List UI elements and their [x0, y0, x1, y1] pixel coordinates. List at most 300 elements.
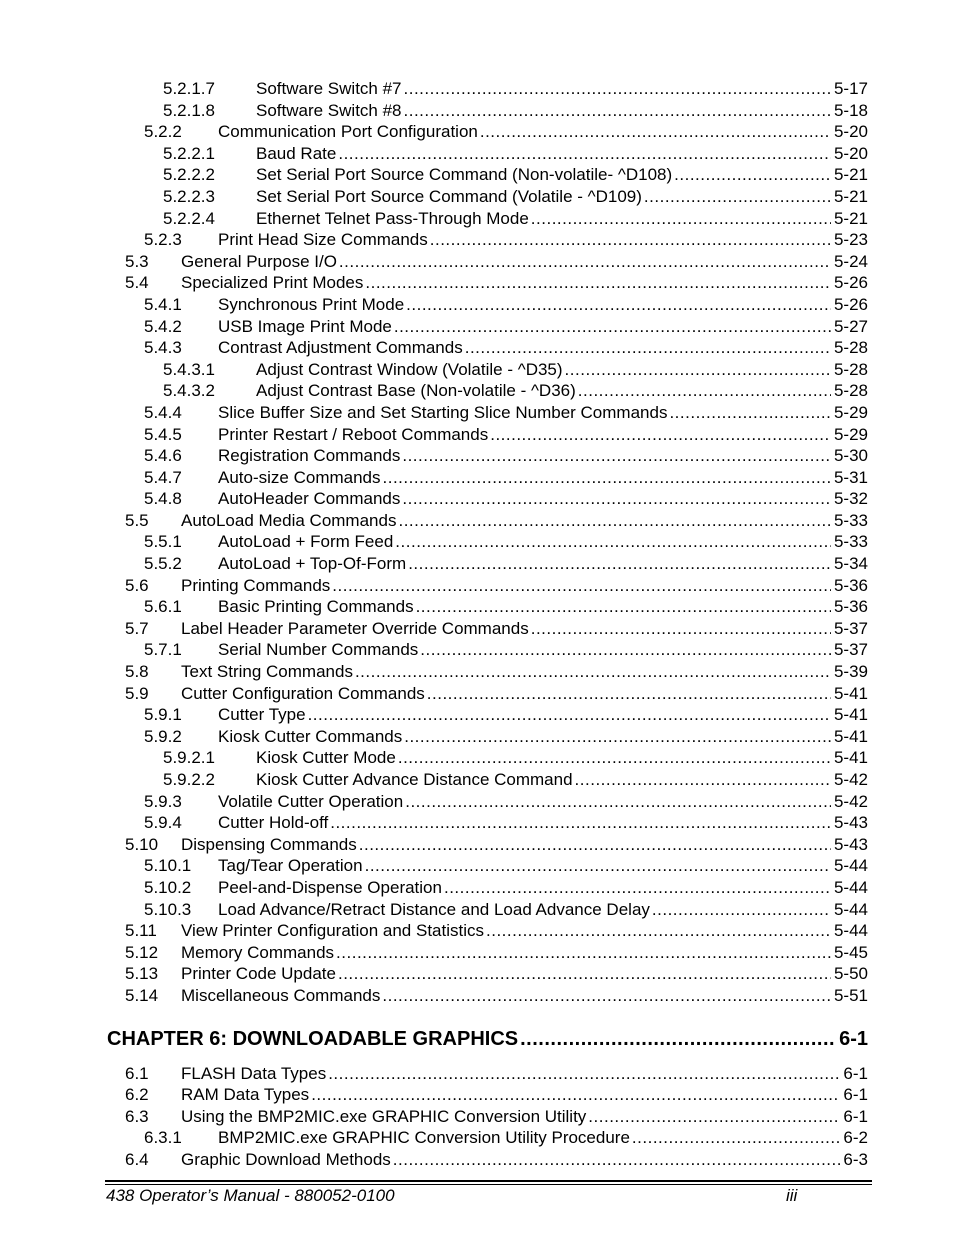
dot-leader: [402, 445, 831, 467]
dot-leader: [480, 121, 831, 143]
toc-entry-page: 5-30: [833, 446, 868, 466]
toc-entry-title: Cutter Configuration Commands: [181, 683, 425, 703]
toc-entry-title: Registration Commands: [218, 446, 401, 466]
toc-entry-page: 5-21: [833, 208, 868, 228]
toc-entry[interactable]: [0, 402, 954, 424]
toc-entry-page: 5-37: [833, 618, 868, 638]
dot-leader: [420, 639, 831, 661]
toc-entry-title: USB Image Print Mode: [218, 316, 392, 336]
toc-entry-page: 5-20: [833, 122, 868, 142]
toc-entry-number: 5.7: [125, 618, 149, 638]
toc-entry-line: [181, 510, 868, 532]
toc-entry-title: Communication Port Configuration: [218, 122, 478, 142]
toc-entry-title: General Purpose I/O: [181, 251, 337, 271]
toc-entry-number: 5.10.2: [144, 877, 192, 897]
toc-entry-number: 5.10.1: [144, 856, 192, 876]
toc-entry-line: [181, 963, 868, 985]
toc-chapter-heading[interactable]: [0, 1025, 954, 1053]
toc-entry-number: 5.4.3.2: [163, 381, 215, 401]
toc-entry-page: 5-17: [833, 79, 868, 98]
dot-leader: [336, 942, 831, 964]
toc-entry-number: 5.6.1: [144, 597, 182, 617]
toc-entry-number: 6.2: [125, 1085, 149, 1105]
toc-entry-page: 5-41: [833, 705, 868, 725]
toc-entry[interactable]: [0, 1106, 954, 1128]
toc-entry-title: Label Header Parameter Override Commands: [181, 618, 529, 638]
toc-entry[interactable]: [0, 747, 954, 769]
toc-entry-title: Using the BMP2MIC.exe GRAPHIC Conversion Utility: [181, 1106, 587, 1126]
toc-entry-line: [181, 272, 868, 294]
toc-entry[interactable]: [0, 294, 954, 316]
toc-entry-line: [218, 402, 868, 424]
toc-entry-number: 5.11: [125, 921, 157, 941]
toc-entry-title: AutoHeader Commands: [218, 489, 401, 509]
toc-entry[interactable]: [0, 488, 954, 510]
toc-entry-line: [181, 1063, 868, 1085]
toc-entry[interactable]: [0, 704, 954, 726]
toc-entry-line: [256, 164, 868, 186]
toc-entry[interactable]: [0, 272, 954, 294]
dot-leader: [427, 683, 831, 705]
toc-entry[interactable]: [0, 920, 954, 942]
toc-entry[interactable]: [0, 359, 954, 381]
toc-entry-page: 6-1: [843, 1063, 868, 1083]
toc-entry-number: 5.2.2.3: [163, 186, 215, 206]
dot-leader: [383, 467, 831, 489]
toc-entry-line: [181, 575, 868, 597]
toc-entry-page: 5-50: [833, 964, 868, 984]
toc-entry-page: 5-44: [833, 921, 868, 941]
toc-entry-line: [181, 661, 868, 683]
toc-entry-title: Graphic Download Methods: [181, 1149, 391, 1169]
toc-entry[interactable]: [0, 639, 954, 661]
toc-entry[interactable]: [0, 769, 954, 791]
chapter-title-wrap: [107, 1025, 868, 1053]
toc-entry-line: [181, 251, 868, 273]
toc-entry-title: Text String Commands: [181, 662, 353, 682]
toc-entry-number: 5.6: [125, 575, 149, 595]
toc-entry-number: 5.4.3: [144, 338, 182, 358]
toc-entry[interactable]: [0, 229, 954, 251]
toc-entry-page: 5-23: [833, 230, 868, 250]
toc-entry-line: [256, 143, 868, 165]
toc-entry-page: 5-44: [833, 856, 868, 876]
toc-entry-line: [181, 1106, 868, 1128]
toc-entry[interactable]: [0, 380, 954, 402]
toc-entry-line: [256, 769, 868, 791]
toc-entry-page: 5-42: [833, 791, 868, 811]
toc-entry-title: Volatile Cutter Operation: [218, 791, 404, 811]
dot-leader: [339, 251, 831, 273]
toc-entry-number: 5.2.2.1: [163, 143, 215, 163]
toc-entry-line: [218, 316, 868, 338]
toc-entry[interactable]: [0, 877, 954, 899]
toc-entry[interactable]: [0, 100, 954, 122]
dot-leader: [308, 704, 831, 726]
toc-entry-page: 5-44: [833, 877, 868, 897]
dot-leader: [578, 380, 831, 402]
toc-entry-page: 5-43: [833, 834, 868, 854]
toc-entry[interactable]: [0, 208, 954, 230]
dot-leader: [575, 769, 831, 791]
dot-leader: [394, 316, 831, 338]
footer-rule-thin: [105, 1184, 872, 1185]
toc-entry-number: 5.3: [125, 251, 149, 271]
dot-leader: [338, 143, 831, 165]
toc-entry-number: 5.2.2.2: [163, 165, 215, 185]
toc-entry-number: 5.4.2: [144, 316, 182, 336]
toc-entry[interactable]: [0, 337, 954, 359]
toc-entry-title: Tag/Tear Operation: [218, 856, 363, 876]
dot-leader: [328, 1063, 840, 1085]
toc-entry-title: Cutter Hold-off: [218, 813, 329, 833]
toc-entry-line: [181, 942, 868, 964]
toc-entry-title: BMP2MIC.exe GRAPHIC Conversion Utility Procedure: [218, 1128, 630, 1148]
toc-entry-page: 5-26: [833, 294, 868, 314]
toc-entry-line: [218, 855, 868, 877]
toc-entry-page: 6-2: [843, 1128, 868, 1148]
dot-leader: [486, 920, 831, 942]
toc-entry-line: [218, 337, 868, 359]
toc-entry[interactable]: [0, 596, 954, 618]
toc-entry[interactable]: [0, 1149, 954, 1171]
toc-entry-line: [181, 683, 868, 705]
toc-entry-number: 5.4.6: [144, 446, 182, 466]
toc-entry-number: 5.7.1: [144, 640, 182, 660]
toc-entry-line: [218, 704, 868, 726]
toc-entry-page: 5-37: [833, 640, 868, 660]
toc-entry-page: 5-45: [833, 942, 868, 962]
toc-entry-line: [256, 100, 868, 122]
toc-entry-number: 6.3.1: [144, 1128, 182, 1148]
toc-entry-page: 5-27: [833, 316, 868, 336]
toc-entry-page: 5-41: [833, 683, 868, 703]
toc-entry-line: [181, 1149, 868, 1171]
dot-leader: [398, 747, 831, 769]
toc-entry[interactable]: [0, 143, 954, 165]
toc-entry-line: [218, 596, 868, 618]
toc-entry-page: 6-1: [843, 1106, 868, 1126]
dot-leader: [365, 855, 831, 877]
dot-leader: [365, 272, 831, 294]
toc-entry-line: [218, 791, 868, 813]
dot-leader: [332, 575, 831, 597]
toc-entry-line: [181, 618, 868, 640]
toc-entry-title: RAM Data Types: [181, 1085, 310, 1105]
toc-entry-line: [218, 639, 868, 661]
toc-entry-number: 5.9.3: [144, 791, 182, 811]
toc-entry-page: 5-42: [833, 770, 868, 789]
toc-entry-number: 5.14: [125, 985, 159, 1005]
toc-entry-title: Peel-and-Dispense Operation: [218, 877, 442, 897]
toc-entry-page: 5-34: [833, 554, 868, 574]
dot-leader: [338, 963, 831, 985]
dot-leader: [531, 208, 831, 230]
dot-leader: [531, 618, 831, 640]
toc-entry-page: 5-18: [833, 100, 868, 120]
toc-entry[interactable]: [0, 164, 954, 186]
toc-entry-page: 5-33: [833, 532, 868, 552]
toc-entry-page: 5-39: [833, 662, 868, 682]
toc-entry-line: [181, 985, 868, 1007]
toc-entry-title: View Printer Configuration and Statistics: [181, 921, 485, 941]
toc-entry-number: 5.4.5: [144, 424, 182, 444]
toc-entry-number: 5.9.2.1: [163, 748, 215, 768]
toc-entry-page: 5-41: [833, 726, 868, 746]
toc-entry-page: 5-29: [833, 424, 868, 444]
toc-entry[interactable]: [0, 1063, 954, 1085]
toc-entry-number: 6.3: [125, 1106, 149, 1126]
dot-leader: [395, 531, 831, 553]
dot-leader: [398, 510, 831, 532]
toc-entry-page: 5-32: [833, 489, 868, 509]
toc-entry-number: 5.10.3: [144, 899, 192, 919]
footer-manual-title: 438 Operator’s Manual - 880052-0100: [106, 1186, 395, 1205]
toc-entry-number: 5.5: [125, 510, 149, 530]
toc-entry-line: [218, 553, 868, 575]
toc-entry-title: Print Head Size Commands: [218, 230, 428, 250]
toc-entry[interactable]: [0, 683, 954, 705]
toc-entry-title: Set Serial Port Source Command (Volatile - ^D109): [256, 186, 642, 206]
toc-entry-title: AutoLoad Media Commands: [181, 510, 397, 530]
dot-leader: [404, 100, 831, 122]
dot-leader: [404, 78, 831, 100]
toc-entry-page: 5-28: [833, 359, 868, 379]
toc-entry[interactable]: [0, 445, 954, 467]
toc-entry-page: 5-43: [833, 813, 868, 833]
dot-leader: [311, 1084, 840, 1106]
toc-entry-number: 5.4: [125, 273, 149, 293]
footer-rule: [105, 1180, 872, 1182]
toc-entry-number: 5.2.2: [144, 122, 182, 142]
toc-entry-number: 5.4.7: [144, 467, 182, 487]
toc-entry-line: [218, 488, 868, 510]
chapter-title: CHAPTER 6: DOWNLOADABLE GRAPHICS: [107, 1027, 519, 1050]
toc-entry-number: 5.4.1: [144, 294, 182, 314]
toc-entry-number: 5.12: [125, 942, 159, 962]
toc-entry-page: 5-31: [833, 467, 868, 487]
toc-entry[interactable]: [0, 618, 954, 640]
toc-entry-number: 5.8: [125, 662, 149, 682]
toc-entry-title: Dispensing Commands: [181, 834, 357, 854]
toc-entry-page: 5-24: [833, 251, 868, 271]
toc-entry-title: Software Switch #8: [256, 100, 402, 120]
toc-entry-title: Memory Commands: [181, 942, 335, 962]
toc-entry-page: 6-1: [843, 1085, 868, 1105]
toc-entry[interactable]: [0, 726, 954, 748]
toc-entry[interactable]: [0, 963, 954, 985]
dot-leader: [669, 402, 831, 424]
toc-entry-title: Ethernet Telnet Pass-Through Mode: [256, 208, 529, 228]
dot-leader: [644, 186, 831, 208]
toc-entry-page: 5-36: [833, 597, 868, 617]
toc-entry-page: 5-21: [833, 165, 868, 185]
toc-entry-title: Cutter Type: [218, 705, 306, 725]
dot-leader: [465, 337, 831, 359]
dot-leader: [405, 791, 831, 813]
toc-entry-number: 5.4.4: [144, 402, 182, 422]
toc-entry-number: 5.2.1.7: [163, 79, 215, 98]
chapter-page-number: 6-1: [839, 1027, 868, 1050]
toc-entry-number: 5.9.2: [144, 726, 182, 746]
toc-entry-number: 5.4.3.1: [163, 359, 215, 379]
dot-leader: [406, 294, 831, 316]
toc-entry-line: [256, 359, 868, 381]
dot-leader: [393, 1149, 841, 1171]
toc-entry-page: 5-29: [833, 402, 868, 422]
toc-entry[interactable]: [0, 121, 954, 143]
toc-entry-number: 5.9.1: [144, 705, 182, 725]
toc-entry[interactable]: [0, 78, 954, 100]
toc-entry-line: [218, 229, 868, 251]
toc-entry-page: 5-44: [833, 899, 868, 919]
dot-leader: [416, 596, 831, 618]
table-of-contents: [0, 78, 954, 1171]
toc-entry-page: 5-21: [833, 186, 868, 206]
toc-entry-line: [218, 467, 868, 489]
toc-entry[interactable]: [0, 251, 954, 273]
toc-entry[interactable]: [0, 812, 954, 834]
toc-entry-title: AutoLoad + Top-Of-Form: [218, 554, 407, 574]
toc-entry-page: 5-36: [833, 575, 868, 595]
toc-entry-number: 5.5.1: [144, 532, 182, 552]
toc-entry[interactable]: [0, 791, 954, 813]
toc-entry-title: Printer Restart / Reboot Commands: [218, 424, 489, 444]
toc-entry-page: 5-28: [833, 381, 868, 401]
dot-leader: [565, 359, 831, 381]
toc-entry-line: [181, 1084, 868, 1106]
toc-entry[interactable]: [0, 531, 954, 553]
toc-entry[interactable]: [0, 1127, 954, 1149]
toc-entry-line: [181, 920, 868, 942]
toc-entry-title: Serial Number Commands: [218, 640, 419, 660]
toc-entry-title: Baud Rate: [256, 143, 337, 163]
dot-leader: [490, 424, 831, 446]
dot-leader: [404, 726, 831, 748]
footer-page-number: iii: [786, 1186, 798, 1205]
toc-entry-page: 5-26: [833, 273, 868, 293]
dot-leader: [520, 1025, 836, 1053]
toc-entry-line: [256, 208, 868, 230]
toc-entry-line: [218, 726, 868, 748]
dot-leader: [588, 1106, 840, 1128]
toc-entry-line: [256, 380, 868, 402]
toc-section-chapter-5: [0, 78, 954, 1007]
toc-entry-line: [218, 445, 868, 467]
toc-entry-number: 5.13: [125, 964, 159, 984]
toc-entry[interactable]: [0, 510, 954, 532]
toc-entry-page: 5-41: [833, 748, 868, 768]
toc-entry-title: Auto-size Commands: [218, 467, 381, 487]
toc-entry-title: FLASH Data Types: [181, 1063, 327, 1083]
toc-entry-title: Slice Buffer Size and Set Starting Slice Number Commands: [218, 402, 668, 422]
dot-leader: [355, 661, 831, 683]
toc-entry-page: 5-33: [833, 510, 868, 530]
dot-leader: [359, 834, 831, 856]
toc-entry-line: [218, 121, 868, 143]
toc-entry[interactable]: [0, 855, 954, 877]
toc-entry[interactable]: [0, 1084, 954, 1106]
dot-leader: [444, 877, 831, 899]
toc-entry-title: Adjust Contrast Window (Volatile - ^D35): [256, 359, 563, 379]
toc-entry-number: 5.2.2.4: [163, 208, 215, 228]
toc-entry[interactable]: [0, 553, 954, 575]
toc-entry-line: [218, 1127, 868, 1149]
toc-entry[interactable]: [0, 186, 954, 208]
toc-entry-number: 5.5.2: [144, 554, 182, 574]
toc-entry-title: Printing Commands: [181, 575, 331, 595]
toc-entry-page: 5-20: [833, 143, 868, 163]
dot-leader: [408, 553, 831, 575]
toc-entry-line: [256, 78, 868, 100]
toc-entry-line: [256, 186, 868, 208]
toc-entry-title: Software Switch #7: [256, 79, 402, 98]
toc-entry-line: [218, 531, 868, 553]
toc-entry[interactable]: [0, 985, 954, 1007]
toc-entry[interactable]: [0, 424, 954, 446]
toc-entry-number: 5.10: [125, 834, 159, 854]
toc-entry-title: AutoLoad + Form Feed: [218, 532, 394, 552]
dot-leader: [430, 229, 831, 251]
dot-leader: [674, 164, 831, 186]
toc-entry[interactable]: [0, 834, 954, 856]
dot-leader: [330, 812, 831, 834]
toc-entry-number: 5.2.1.8: [163, 100, 215, 120]
toc-entry-title: Set Serial Port Source Command (Non-volatile- ^D108): [256, 165, 673, 185]
toc-entry-line: [218, 877, 868, 899]
toc-entry-title: Contrast Adjustment Commands: [218, 338, 463, 358]
toc-entry-line: [218, 424, 868, 446]
toc-entry-line: [181, 834, 868, 856]
toc-entry[interactable]: [0, 316, 954, 338]
toc-entry-line: [256, 747, 868, 769]
dot-leader: [402, 488, 831, 510]
toc-entry-title: Specialized Print Modes: [181, 273, 364, 293]
toc-entry[interactable]: [0, 661, 954, 683]
toc-entry[interactable]: [0, 942, 954, 964]
toc-entry[interactable]: [0, 467, 954, 489]
toc-entry-line: [218, 899, 868, 921]
dot-leader: [652, 899, 831, 921]
toc-entry-number: 5.9.4: [144, 813, 182, 833]
toc-entry-title: Synchronous Print Mode: [218, 294, 405, 314]
toc-entry-number: 6.1: [125, 1063, 149, 1083]
toc-entry[interactable]: [0, 899, 954, 921]
toc-entry-title: Kiosk Cutter Mode: [256, 748, 396, 768]
toc-entry-page: 5-28: [833, 338, 868, 358]
toc-entry-page: 5-51: [833, 985, 868, 1005]
toc-entry-line: [218, 812, 868, 834]
toc-entry-number: 6.4: [125, 1149, 149, 1169]
toc-entry-title: Miscellaneous Commands: [181, 985, 381, 1005]
toc-entry-title: Adjust Contrast Base (Non-volatile - ^D36): [256, 381, 576, 401]
toc-entry-number: 5.2.3: [144, 230, 182, 250]
toc-entry-title: Kiosk Cutter Commands: [218, 726, 403, 746]
toc-entry[interactable]: [0, 575, 954, 597]
toc-entry-number: 5.9.2.2: [163, 770, 215, 789]
toc-entry-number: 5.4.8: [144, 489, 182, 509]
toc-entry-page: 6-3: [843, 1149, 868, 1169]
toc-entry-title: Load Advance/Retract Distance and Load Advance Delay: [218, 899, 650, 919]
toc-entry-number: 5.9: [125, 683, 149, 703]
dot-leader: [382, 985, 831, 1007]
toc-entry-line: [218, 294, 868, 316]
dot-leader: [632, 1127, 841, 1149]
toc-section-chapter-6: [0, 1063, 954, 1171]
toc-entry-title: Kiosk Cutter Advance Distance Command: [256, 770, 573, 789]
toc-entry-title: Printer Code Update: [181, 964, 336, 984]
toc-entry-title: Basic Printing Commands: [218, 597, 414, 617]
